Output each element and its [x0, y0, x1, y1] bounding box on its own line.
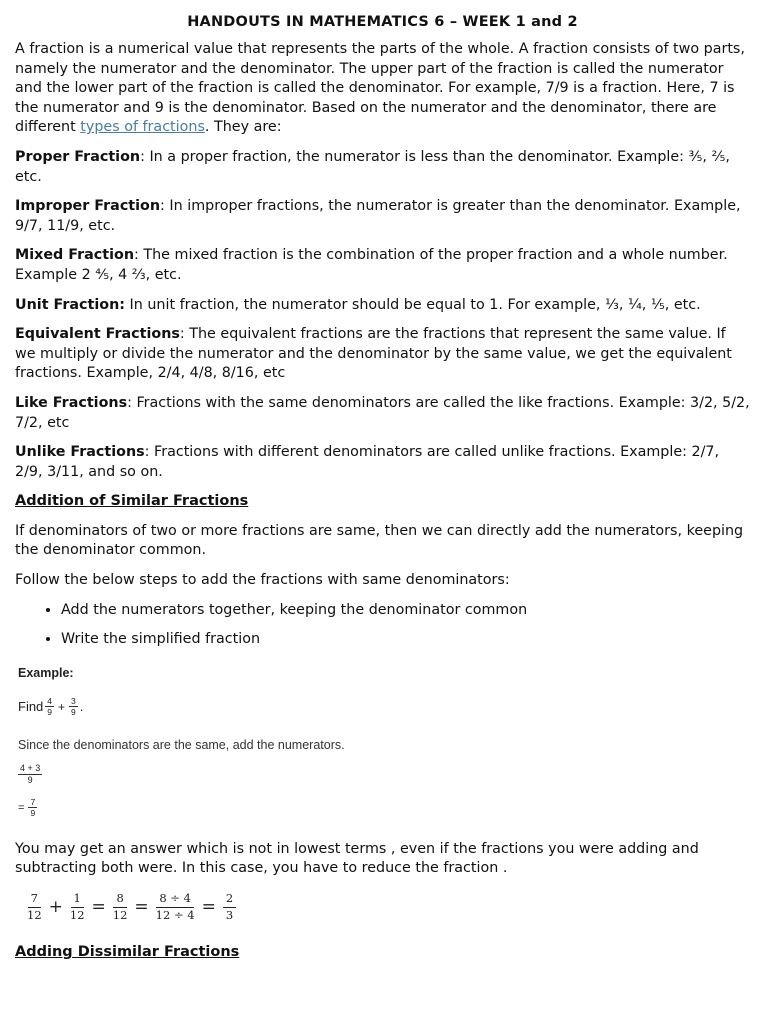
numerator: 8: [113, 893, 126, 908]
definition-unit: [15, 296, 750, 316]
plus-sign: +: [48, 897, 63, 918]
denominator: 9: [47, 707, 53, 718]
section-heading-similar: Addition of Similar Fractions: [15, 493, 249, 510]
list-item: • Write the simplified fraction: [61, 630, 750, 650]
definition-text: : In improper fractions, the numerator is greater than the denominator. Example, 9/7, 11/9, etc.: [15, 198, 741, 234]
page-title: HANDOUTS IN MATHEMATICS 6 – WEEK 1 and 2: [187, 14, 578, 30]
definition-term: Unlike Fractions: [15, 444, 145, 461]
equals-sign: =: [91, 897, 106, 918]
section-paragraph: Follow the below steps to add the fractions with same denominators:: [15, 572, 510, 589]
definition-mixed: [15, 246, 750, 285]
fraction: [18, 764, 42, 785]
definition-improper: [15, 197, 750, 236]
section-paragraph: If denominators of two or more fractions are same, then we can directly add the numerators, keeping the denominator common.: [15, 522, 744, 559]
period: .: [79, 699, 84, 715]
denominator: 12 ÷ 4: [155, 907, 195, 922]
denominator: 12: [69, 907, 85, 922]
denominator: 12: [27, 907, 42, 922]
numerator: 3: [71, 695, 76, 706]
definition-text: In unit fraction, the numerator should be equal to 1. For example, ⅓, ¼, ⅕, etc.: [124, 296, 701, 313]
example-explanation: Since the denominators are the same, add the numerators.: [18, 737, 345, 752]
intro-text: A fraction is a numerical value that represents the parts of the whole. A fraction consists of two parts, namely the numerator and the denominator. The upper part of the fraction is called the numerator and the lower part of the fraction is called the denominator. For example, 7/9 is a fraction. Here, 7 is the numerator and 9 is the denominator. Based on the numerator and the denominator, there are different: [15, 41, 745, 136]
definition-like: [15, 394, 750, 433]
denominator: 9: [27, 774, 33, 785]
denominator: 9: [30, 808, 36, 819]
denominator: 12: [112, 907, 128, 922]
definition-text: : Fractions with the same denominators are called the like fractions. Example: 3/2, 5/2, 7/2, etc: [15, 394, 750, 431]
definition-term: Like Fractions: [15, 394, 128, 411]
example-sum: [18, 764, 42, 785]
fraction: [28, 798, 37, 818]
intro-tail: . They are:: [204, 119, 282, 136]
definition-unlike: [15, 443, 750, 482]
fraction: [70, 893, 85, 921]
definition-text: : The equivalent fractions are the fractions that represent the same value. If we multiply or divide the numerator and the denominator by the same value, we get the equivalent fractions. Example, 2/4, 4/8, 8/16, etc: [15, 326, 732, 382]
definition-proper: [15, 148, 750, 187]
definition-term: Equivalent Fractions: [15, 326, 180, 343]
numerator: 4 + 3: [20, 762, 41, 773]
example-result: [18, 798, 37, 818]
numerator: 7: [30, 796, 36, 807]
definition-text: : Fractions with different denominators are called unlike fractions. Example: 2/7, 2/9, 3/11, and so on.: [15, 444, 720, 480]
document-page: [15, 14, 750, 973]
reduction-equation: [27, 893, 750, 921]
fraction: [27, 893, 42, 921]
fraction: [156, 893, 195, 921]
fraction: [45, 697, 54, 717]
example-image: [15, 664, 750, 832]
numerator: 4: [47, 695, 53, 706]
definition-term: Proper Fraction: [15, 148, 141, 165]
types-of-fractions-link[interactable]: types of fractions: [80, 119, 205, 136]
denominator: 9: [71, 707, 76, 718]
numerator: 2: [223, 893, 236, 908]
definition-equivalent: [15, 325, 750, 384]
equals-sign: =: [201, 897, 216, 918]
list-item: • Add the numerators together, keeping the denominator common: [61, 601, 750, 621]
definition-text: : In a proper fraction, the numerator is less than the denominator. Example: ⅗, ⅖, etc.: [15, 148, 730, 185]
definition-term: Improper Fraction: [15, 198, 161, 215]
numerator: 1: [71, 893, 84, 908]
fraction: [69, 697, 78, 717]
section-heading-dissimilar: Adding Dissimilar Fractions: [15, 944, 240, 961]
intro-paragraph: [15, 40, 750, 138]
definition-text: : The mixed fraction is the combination of the proper fraction and a whole number. Example 2 ⅘, 4 ⅔, etc.: [15, 247, 728, 283]
numerator: 7: [28, 893, 41, 908]
example-find: [18, 697, 83, 717]
fraction: [113, 893, 128, 921]
steps-list: [15, 601, 750, 650]
example-title: Example:: [18, 665, 74, 680]
note-paragraph: You may get an answer which is not in lowest terms , even if the fractions you were adding and subtracting both were. In this case, you have to reduce the fraction .: [15, 840, 699, 877]
definition-term: Mixed Fraction: [15, 247, 135, 264]
definition-term: Unit Fraction:: [15, 296, 125, 313]
fraction: [223, 893, 236, 921]
equals-sign: =: [134, 897, 149, 918]
numerator: 8 ÷ 4: [156, 893, 194, 908]
equals-sign: =: [18, 801, 25, 814]
denominator: 3: [225, 907, 234, 922]
find-label: Find: [18, 699, 44, 715]
plus-sign: +: [58, 699, 66, 714]
